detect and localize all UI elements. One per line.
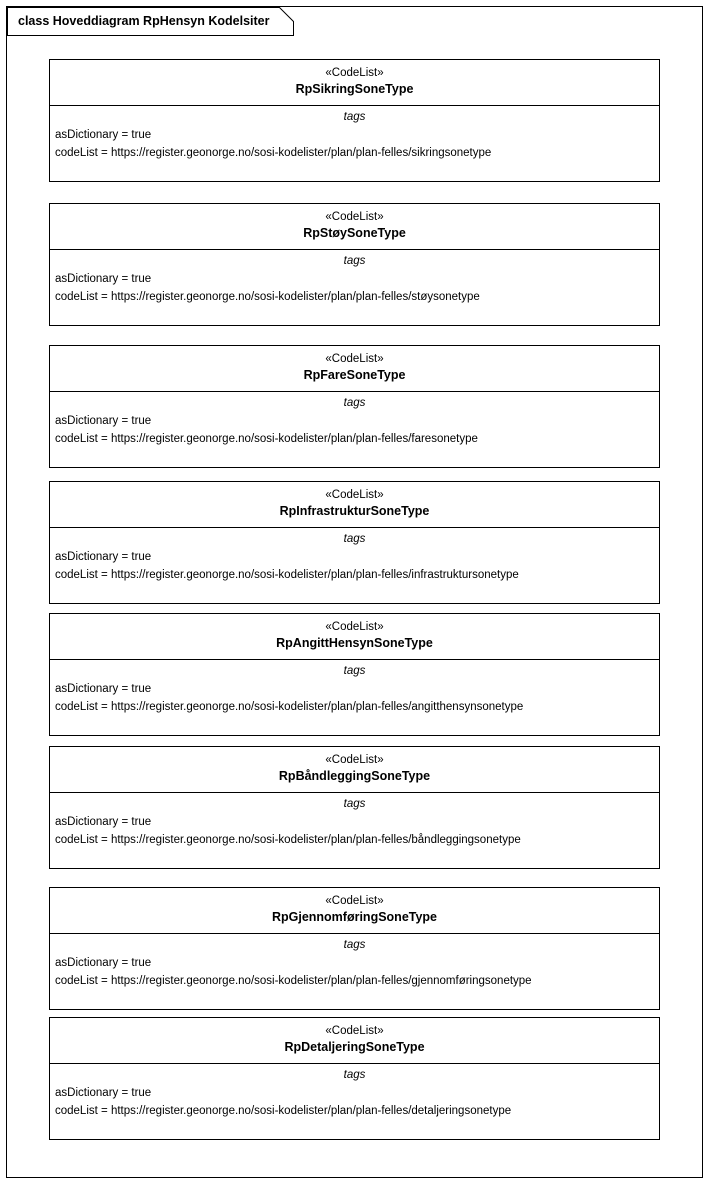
class-stereotype: «CodeList»: [325, 754, 384, 766]
class-name: RpSikringSoneType: [295, 82, 414, 96]
class-header: [50, 346, 659, 392]
tag-row: codeList = https://register.geonorge.no/sosi-kodelister/plan/plan-felles/gjennomføringsonetype: [55, 975, 532, 987]
tags-compartment: [50, 1064, 659, 1127]
tag-row: asDictionary = true: [55, 415, 152, 427]
tag-row: asDictionary = true: [55, 1087, 152, 1099]
tag-row: codeList = https://register.geonorge.no/sosi-kodelister/plan/plan-felles/faresonetype: [55, 433, 478, 445]
class-box[interactable]: [49, 203, 660, 326]
class-box[interactable]: [49, 481, 660, 604]
tags-compartment: [50, 392, 659, 455]
class-stereotype: «CodeList»: [325, 1025, 384, 1037]
tag-row: asDictionary = true: [55, 129, 152, 141]
class-name: RpStøySoneType: [303, 226, 406, 240]
tag-row: asDictionary = true: [55, 551, 152, 563]
compartment-label: tags: [343, 665, 366, 677]
compartment-label: tags: [343, 111, 366, 123]
compartment-label: tags: [343, 939, 366, 951]
class-box[interactable]: [49, 1017, 660, 1140]
class-stereotype: «CodeList»: [325, 67, 384, 79]
class-header: [50, 1018, 659, 1064]
class-box[interactable]: [49, 613, 660, 736]
tags-compartment: [50, 934, 659, 997]
class-box[interactable]: [49, 59, 660, 182]
diagram-title: class Hoveddiagram RpHensyn Kodelsiter: [18, 14, 270, 28]
class-header: [50, 747, 659, 793]
class-name: RpBåndleggingSoneType: [278, 769, 431, 783]
tag-row: asDictionary = true: [55, 683, 152, 695]
class-header: [50, 482, 659, 528]
tag-row: codeList = https://register.geonorge.no/sosi-kodelister/plan/plan-felles/detaljeringsonetype: [55, 1105, 512, 1117]
class-stereotype: «CodeList»: [325, 621, 384, 633]
tag-row: codeList = https://register.geonorge.no/sosi-kodelister/plan/plan-felles/sikringsonetype: [55, 147, 492, 159]
class-name: RpFareSoneType: [303, 368, 406, 382]
tag-row: asDictionary = true: [55, 273, 152, 285]
diagram-title-tab: [7, 7, 294, 36]
class-header: [50, 888, 659, 934]
tag-row: codeList = https://register.geonorge.no/sosi-kodelister/plan/plan-felles/angitthensynsonetype: [55, 701, 524, 713]
tags-compartment: [50, 250, 659, 313]
tag-row: codeList = https://register.geonorge.no/sosi-kodelister/plan/plan-felles/støysonetype: [55, 291, 480, 303]
tag-row: codeList = https://register.geonorge.no/sosi-kodelister/plan/plan-felles/båndleggingsonetype: [55, 834, 521, 846]
tags-compartment: [50, 528, 659, 591]
class-name: RpAngittHensynSoneType: [276, 636, 433, 650]
compartment-label: tags: [343, 798, 366, 810]
compartment-label: tags: [343, 1069, 366, 1081]
compartment-label: tags: [343, 533, 366, 545]
class-header: [50, 60, 659, 106]
compartment-label: tags: [343, 255, 366, 267]
class-box[interactable]: [49, 746, 660, 869]
class-box[interactable]: [49, 345, 660, 468]
tag-row: asDictionary = true: [55, 957, 152, 969]
class-header: [50, 204, 659, 250]
class-stereotype: «CodeList»: [325, 895, 384, 907]
tags-compartment: [50, 793, 659, 856]
class-name: RpGjennomføringSoneType: [271, 910, 438, 924]
class-name: RpInfrastrukturSoneType: [279, 504, 430, 518]
compartment-label: tags: [343, 397, 366, 409]
tag-row: asDictionary = true: [55, 816, 152, 828]
tags-compartment: [50, 660, 659, 723]
class-name: RpDetaljeringSoneType: [284, 1040, 425, 1054]
class-header: [50, 614, 659, 660]
class-box[interactable]: [49, 887, 660, 1010]
tags-compartment: [50, 106, 659, 169]
diagram-frame: [6, 6, 703, 1178]
class-stereotype: «CodeList»: [325, 489, 384, 501]
class-stereotype: «CodeList»: [325, 353, 384, 365]
class-stereotype: «CodeList»: [325, 211, 384, 223]
tag-row: codeList = https://register.geonorge.no/sosi-kodelister/plan/plan-felles/infrastruktursonetype: [55, 569, 519, 581]
